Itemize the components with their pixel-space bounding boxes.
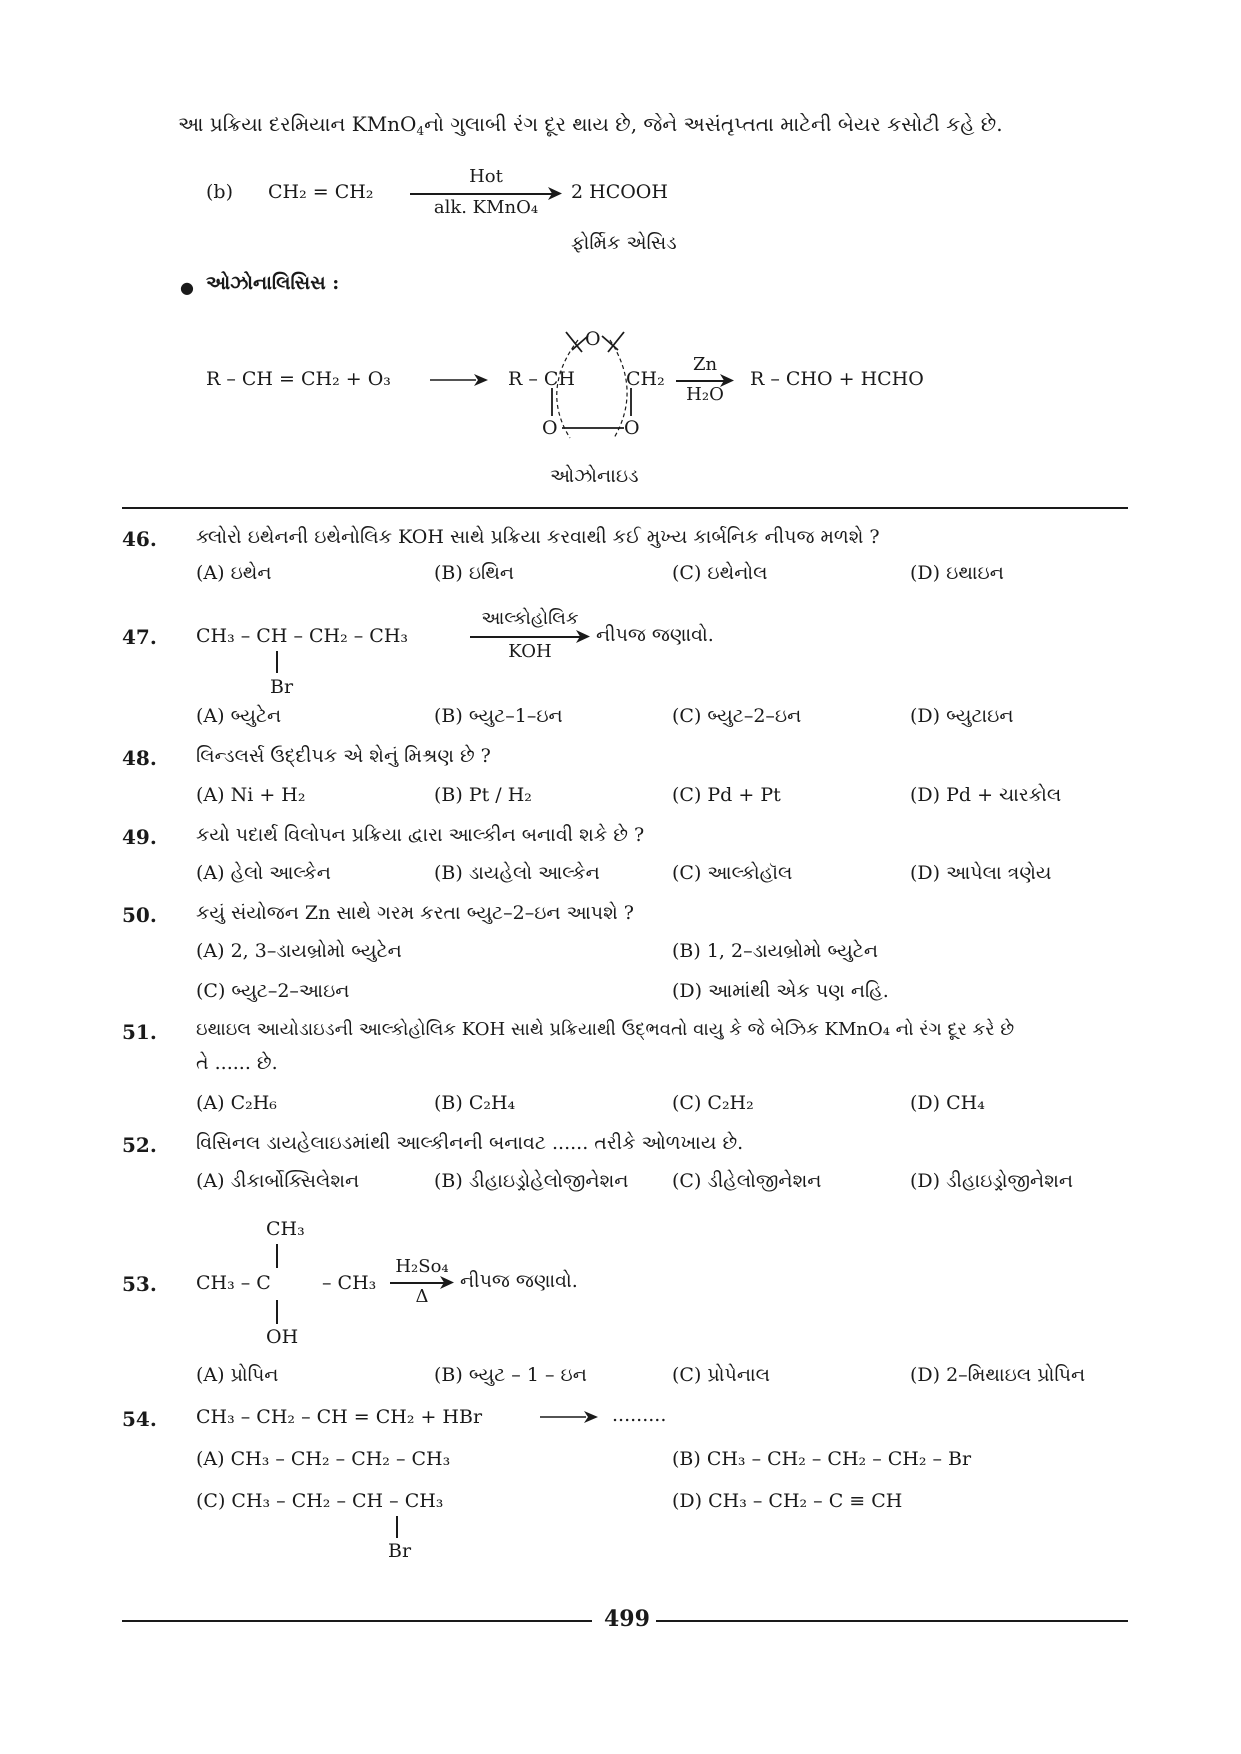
- q53-formula-right: – CH₃: [322, 1272, 377, 1294]
- question-number: 54.: [122, 1407, 157, 1431]
- option-c: (C) ડીહેલોજીનેશન: [672, 1170, 822, 1192]
- question-text: લિન્ડલર્સ ઉદ્દીપક એ શેનું મિશ્રણ છે ?: [196, 745, 491, 767]
- option-d: (D) 2–મિથાઇલ પ્રોપિન: [910, 1364, 1086, 1386]
- question-text: કયું સંયોજન Zn સાથે ગરમ કરતા બ્યુટ–2–ઇન આપશે ?: [196, 902, 634, 924]
- option-d: (D) આપેલા ત્રણેય: [910, 862, 1052, 884]
- option-a: (A) બ્યુટેન: [196, 705, 282, 727]
- option-b: (B) C₂H₄: [434, 1092, 516, 1114]
- q53-top: CH₃: [266, 1218, 305, 1240]
- q53-bottom-bond: [276, 1300, 278, 1324]
- option-d: (D) ઇથાઇન: [910, 562, 1004, 584]
- option-c: (C) ઇથેનોલ: [672, 562, 768, 584]
- question-number: 52.: [122, 1133, 157, 1157]
- reaction-b-product-name: ફોર્મિક એસિડ: [571, 232, 677, 254]
- question-number: 53.: [122, 1272, 157, 1296]
- footer-rule-left: [122, 1620, 592, 1622]
- reaction-b-product: 2 HCOOH: [571, 181, 668, 203]
- arrow-bottom-label: KOH: [508, 641, 552, 662]
- q54-c-branch: Br: [388, 1540, 412, 1562]
- ozonolysis-arrow-icon: [430, 373, 488, 387]
- option-a: (A) ઇથેન: [196, 562, 272, 584]
- question-text: વિસિનલ ડાયહેલાઇડમાંથી આલ્કીનની બનાવટ ...... તરીકે ઓળખાય છે.: [196, 1132, 744, 1154]
- option-d: (D) CH₃ – CH₂ – C ≡ CH: [672, 1490, 903, 1512]
- ozonolysis-product: R – CHO + HCHO: [750, 368, 924, 390]
- arrow-top-label: H₂So₄: [395, 1256, 449, 1277]
- option-b: (B) Pt / H₂: [434, 784, 532, 806]
- question-text: નીપજ જણાવો.: [596, 624, 714, 646]
- option-d: (D) આમાંથી એક પણ નહિ.: [672, 980, 889, 1002]
- option-a: (A) C₂H₆: [196, 1092, 277, 1114]
- option-c: (C) આલ્કોહૉલ: [672, 862, 793, 884]
- question-text: ક્લોરો ઇથેનની ઇથેનોલિક KOH સાથે પ્રક્રિયા કરવાથી કઈ મુખ્ય કાર્બનિક નીપજ મળશે ?: [196, 526, 880, 548]
- question-text-cont: તે ...... છે.: [196, 1052, 278, 1074]
- reaction-arrow-icon: [540, 1410, 598, 1424]
- option-a: (A) CH₃ – CH₂ – CH₂ – CH₃: [196, 1448, 451, 1470]
- ozonide-o-left: O: [542, 417, 558, 439]
- question-number: 50.: [122, 903, 157, 927]
- q47-branch: Br: [270, 676, 294, 698]
- q47-formula: CH₃ – CH – CH₂ – CH₃: [196, 625, 409, 647]
- option-d: (D) બ્યુટાઇન: [910, 705, 1014, 727]
- q53-top-bond: [276, 1244, 278, 1268]
- option-c: (C) પ્રોપેનાલ: [672, 1364, 770, 1386]
- option-d: (D) CH₄: [910, 1092, 985, 1114]
- section-divider: [122, 507, 1128, 509]
- arrow-bottom-label: H₂O: [686, 384, 724, 405]
- page-number: 499: [604, 1606, 650, 1632]
- q53-arrow: [390, 1256, 454, 1312]
- question-number: 46.: [122, 527, 157, 551]
- q47-branch-bond: [276, 651, 278, 673]
- q54-blank: .........: [612, 1404, 667, 1426]
- footer-rule-right: [656, 1620, 1128, 1622]
- intro-line: આ પ્રક્રિયા દરમિયાન KMnO$_4$નો ગુલાબી રંગ દૂર થાય છે, જેને અસંતૃપ્તતા માટેની બેયર કસોટી કહે છે.: [178, 112, 1003, 138]
- ozonide-right: CH₂: [626, 368, 665, 390]
- option-a: (A) ડીકાર્બોક્સિલેશન: [196, 1170, 360, 1192]
- question-number: 47.: [122, 625, 157, 649]
- question-number: 48.: [122, 746, 157, 770]
- q53-bottom: OH: [266, 1326, 299, 1348]
- q54-formula: CH₃ – CH₂ – CH = CH₂ + HBr: [196, 1406, 483, 1428]
- bullet-icon: ●: [180, 278, 194, 297]
- question-number: 51.: [122, 1020, 157, 1044]
- option-c: (C) CH₃ – CH₂ – CH – CH₃: [196, 1490, 444, 1512]
- reaction-b-reactant: CH₂ = CH₂: [268, 181, 374, 203]
- option-c: (C) બ્યુટ–2–ઇન: [672, 705, 802, 727]
- option-d: (D) Pd + ચારકોલ: [910, 784, 1062, 806]
- option-b: (B) 1, 2–ડાયબ્રોમો બ્યુટેન: [672, 940, 879, 962]
- q54-c-branch-bond: [396, 1516, 398, 1538]
- option-b: (B) બ્યુટ–1–ઇન: [434, 705, 563, 727]
- ozonolysis-reactant: R – CH = CH₂ + O₃: [206, 368, 391, 390]
- option-a: (A) હેલો આલ્કેન: [196, 862, 331, 884]
- arrow-bottom-label: alk. KMnO₄: [433, 197, 539, 218]
- option-a: (A) Ni + H₂: [196, 784, 306, 806]
- option-a: (A) પ્રોપિન: [196, 1364, 279, 1386]
- option-b: (B) ડીહાઇડ્રોહેલોજીનેશન: [434, 1170, 629, 1192]
- question-text: કયો પદાર્થ વિલોપન પ્રક્રિયા દ્વારા આલ્કીન બનાવી શકે છે ?: [196, 824, 645, 846]
- ozonide-name: ઓઝોનાઇડ: [550, 465, 639, 487]
- ozonide-left: R – CH: [508, 368, 575, 390]
- option-c: (C) Pd + Pt: [672, 784, 781, 806]
- option-b: (B) ઇથિન: [434, 562, 515, 584]
- question-text: નીપજ જણાવો.: [460, 1270, 578, 1292]
- option-a: (A) 2, 3–ડાયબ્રોમો બ્યુટેન: [196, 940, 402, 962]
- arrow-bottom-label: Δ: [415, 1286, 429, 1307]
- arrow-top-label: આલ્કોહોલિક: [481, 608, 579, 629]
- ozonide-o-right: O: [624, 417, 640, 439]
- reaction-b-label: (b): [206, 181, 233, 203]
- ozonide-o-top: O: [585, 328, 601, 350]
- option-c: (C) બ્યુટ–2–આઇન: [196, 980, 350, 1002]
- question-text: ઇથાઇલ આયોડાઇડની આલ્કોહોલિક KOH સાથે પ્રક્રિયાથી ઉદ્‌ભવતો વાયુ કે જે બેઝિક KMnO₄ નો રંગ દૂર કરે છે: [196, 1019, 1015, 1040]
- question-number: 49.: [122, 825, 157, 849]
- q47-arrow: [470, 608, 590, 666]
- option-b: (B) CH₃ – CH₂ – CH₂ – CH₂ – Br: [672, 1448, 972, 1470]
- ozonide-bonds: [530, 320, 650, 440]
- ozonolysis-heading: ઓઝોનાલિસિસ :: [206, 272, 340, 294]
- ozonolysis-arrow2: [676, 354, 734, 410]
- option-b: (B) ડાયહેલો આલ્કેન: [434, 862, 600, 884]
- option-c: (C) C₂H₂: [672, 1092, 754, 1114]
- arrow-top-label: Hot: [469, 166, 503, 187]
- reaction-b-arrow: [410, 166, 562, 218]
- option-b: (B) બ્યુટ – 1 – ઇન: [434, 1364, 587, 1386]
- arrow-top-label: Zn: [692, 354, 718, 375]
- option-d: (D) ડીહાઇડ્રોજીનેશન: [910, 1170, 1074, 1192]
- q53-formula-left: CH₃ – C: [196, 1272, 271, 1294]
